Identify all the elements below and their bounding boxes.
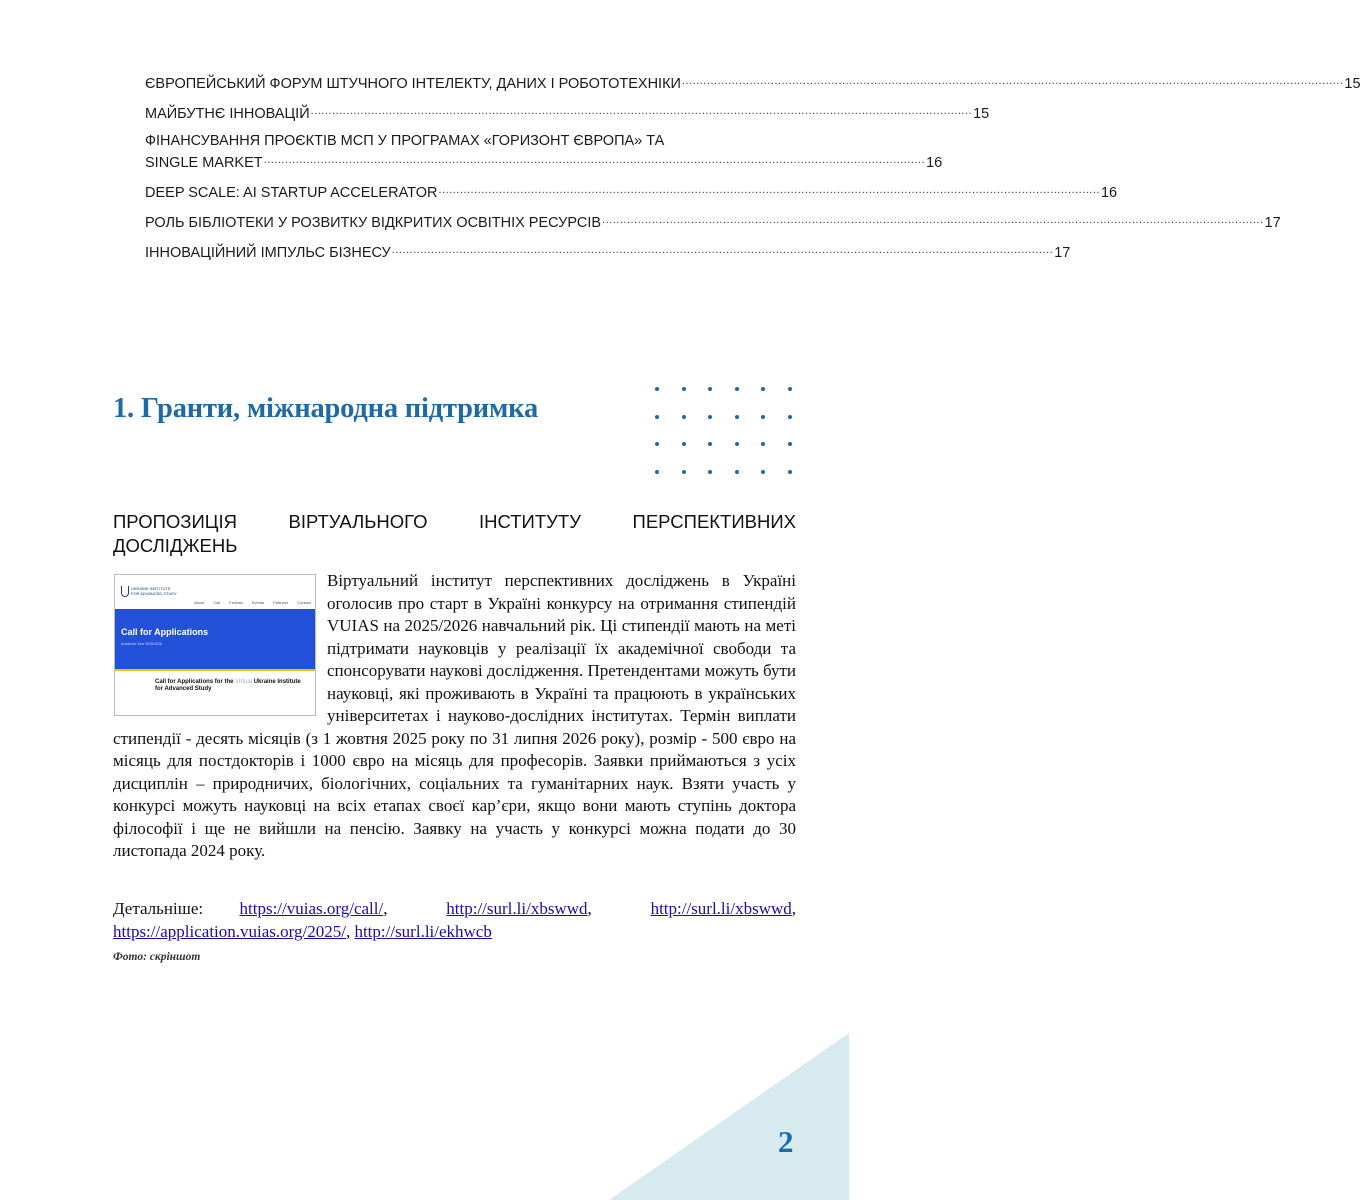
decorative-dot: [682, 442, 686, 446]
more-info: Детальніше: https://vuias.org/call/, http://surl.li/xbswwd, http://surl.li/xbswwd, https://application.vuias.org/2025/, http://surl.li/ekhwcb: [113, 899, 797, 941]
figure-menu-item: Fellows: [229, 600, 243, 605]
decorative-dot: [655, 415, 659, 419]
toc-dot-leader: ..........................................................................................................................................................................................: [310, 105, 973, 117]
decorative-dot: [682, 415, 686, 419]
toc-entry-page: 17: [1264, 215, 1281, 231]
toc-entry-page: 15: [973, 106, 990, 122]
link-application-vuias[interactable]: https://application.vuias.org/2025/: [113, 921, 346, 941]
section-heading: 1. Гранти, міжнародна підтримка: [113, 393, 539, 424]
decorative-dot-grid: [655, 387, 795, 477]
toc-dot-leader: ..........................................................................................................................................................................................: [263, 154, 926, 166]
decorative-dot: [655, 442, 659, 446]
figure-banner-subtitle: Academic Year 2025/2026: [121, 642, 162, 646]
corner-triangle-decoration: [609, 1033, 849, 1200]
decorative-dot: [655, 470, 659, 474]
figure-spacer: [113, 570, 327, 725]
figure-menu-item: Events: [251, 600, 265, 605]
toc-entry-title-continued: SINGLE MARKET: [145, 155, 263, 171]
toc-entry-page: 16: [926, 155, 943, 171]
link-surl-xbswwd-2[interactable]: http://surl.li/xbswwd: [650, 899, 792, 918]
figure-menu-item: About: [193, 600, 205, 605]
toc-entry-title: ФІНАНСУВАННЯ ПРОЄКТІВ МСП У ПРОГРАМАХ «ГОРИЗОНТ ЄВРОПА» ТА: [145, 133, 665, 149]
toc-entry-page: 17: [1054, 245, 1071, 261]
toc-entry[interactable]: [145, 132, 943, 173]
decorative-dot: [655, 387, 659, 391]
decorative-dot: [761, 415, 765, 419]
decorative-dot: [735, 470, 739, 474]
figure-menu-item: Contact: [297, 600, 311, 605]
link-surl-ekhwcb[interactable]: http://surl.li/ekhwcb: [354, 921, 492, 941]
article-title-word: ПЕРСПЕКТИВНИХ: [632, 511, 796, 532]
link-surl-xbswwd[interactable]: http://surl.li/xbswwd: [446, 899, 588, 918]
toc-entry[interactable]: [145, 181, 1118, 203]
page-number: 2: [778, 1124, 794, 1159]
decorative-dot: [708, 415, 712, 419]
decorative-dot: [682, 387, 686, 391]
toc-entry-title: ІННОВАЦІЙНИЙ ІМПУЛЬС БІЗНЕСУ: [145, 245, 391, 261]
decorative-dot: [708, 387, 712, 391]
more-info-label: Детальніше:: [113, 899, 204, 918]
toc-entry-page: 15: [1344, 76, 1361, 92]
decorative-dot: [682, 470, 686, 474]
figure-menu-item: Call: [213, 600, 221, 605]
article-title-word: ПРОПОЗИЦІЯ: [113, 511, 237, 532]
article-body: Віртуальний інститут перспективних досліджень в Україні оголосив про старт в Україні конкурсу на отримання стипендій VUIAS на 2025/2026 навчальний рік. Ці стипендії мають на меті підтримати науковців у реалізації їх академічної свободи та спонсорувати наукові дослідження. Претендентами можуть бути науковці, які проживають в Україні та працюють в українських університетах і науково-дослідних інститутах. Термін виплати стипендії - десять місяців (з 1 жовтня 2025 року по 31 липня 2026 року), розмір - 500 євро на місяць для постдокторів і 1000 євро на місяць для професорів. Заявки приймаються з усіх дисциплін – природничих, біологічних, соціальних та гуманітарних наук. Взяти участь у конкурсі можуть науковці на всіх етапах своєї кар’єри, якщо вони мають ступінь доктора філософії і ще не вийшли на пенсію. Заявку на участь у конкурсі можна подати до 30 листопада 2024 року.: [113, 571, 796, 860]
decorative-dot: [761, 387, 765, 391]
photo-caption: Фото: скріншот: [113, 951, 201, 963]
toc-dot-leader: ..........................................................................................................................................................................................: [391, 244, 1054, 256]
figure-banner-title: Call for Applications: [121, 627, 209, 637]
article-title: [113, 510, 796, 558]
toc-dot-leader: ..........................................................................................................................................................................................: [602, 214, 1264, 226]
decorative-dot: [735, 387, 739, 391]
toc-dot-leader: ..........................................................................................................................................................................................: [438, 184, 1100, 196]
decorative-dot: [788, 470, 792, 474]
article-body-container: [113, 570, 796, 863]
toc-entry-title: МАЙБУТНЄ ІННОВАЦІЙ: [145, 106, 310, 122]
toc-entry-title: РОЛЬ БІБЛІОТЕКИ У РОЗВИТКУ ВІДКРИТИХ ОСВІТНІХ РЕСУРСІВ: [145, 215, 602, 231]
decorative-dot: [708, 470, 712, 474]
article-title-word: ВІРТУАЛЬНОГО: [288, 511, 428, 532]
toc-entry[interactable]: [145, 241, 1071, 263]
decorative-dot: [788, 415, 792, 419]
toc-dot-leader: ..........................................................................................................................................................................................: [681, 75, 1344, 87]
toc-entry-page: 16: [1100, 185, 1118, 201]
figure-menu-item: Partners: [273, 600, 289, 605]
decorative-dot: [735, 415, 739, 419]
toc-entry[interactable]: [145, 102, 990, 124]
decorative-dot: [788, 442, 792, 446]
toc-entry[interactable]: [145, 211, 1281, 233]
article-title-line2: ДОСЛІДЖЕНЬ: [113, 535, 238, 556]
decorative-dot: [788, 387, 792, 391]
decorative-dot: [761, 470, 765, 474]
decorative-dot: [708, 442, 712, 446]
decorative-dot: [735, 442, 739, 446]
decorative-dot: [761, 442, 765, 446]
figure-caption-text: Call for Applications for the Virtual Ukraine Institute for Advanced Study: [155, 679, 301, 692]
toc-entry-title: ЄВРОПЕЙСЬКИЙ ФОРУМ ШТУЧНОГО ІНТЕЛЕКТУ, ДАНИХ І РОБОТОТЕХНІКИ: [145, 76, 681, 92]
logo-line2: FOR ADVANCED STUDY: [131, 590, 177, 596]
article-title-word: ІНСТИТУТУ: [479, 511, 581, 532]
toc-entry-title: DEEP SCALE: AI STARTUP ACCELERATOR: [145, 185, 438, 201]
logo-line1: UKRAINE INSTITUTE: [131, 586, 171, 591]
table-of-contents: [145, 72, 1361, 271]
link-vuias-call[interactable]: https://vuias.org/call/: [239, 899, 384, 918]
toc-entry[interactable]: [145, 72, 1361, 94]
